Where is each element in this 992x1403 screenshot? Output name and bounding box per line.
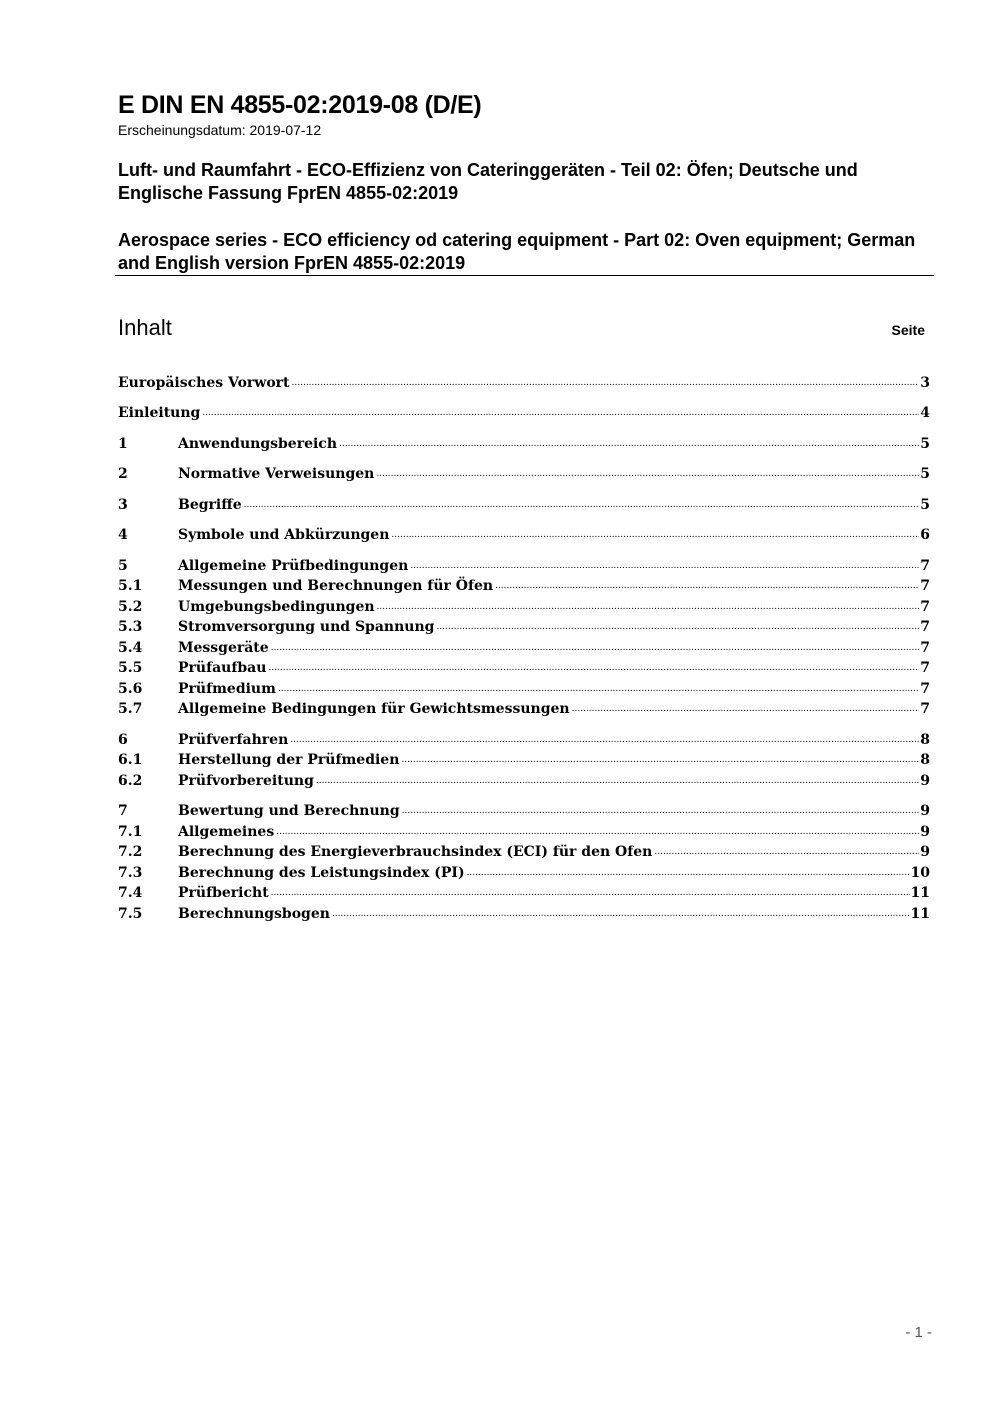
document-id: E DIN EN 4855-02:2019-08 (D/E)	[118, 91, 482, 119]
toc-entry-number: 6.1	[118, 752, 143, 768]
publication-date: Erscheinungsdatum: 2019-07-12	[118, 122, 322, 138]
toc-entry-page: 11	[910, 906, 930, 922]
toc-entry-number: 6	[118, 732, 128, 748]
toc-entry[interactable]	[118, 616, 930, 636]
toc-entry[interactable]	[118, 657, 930, 677]
toc-entry-title: Prüfverfahren	[178, 732, 289, 748]
toc-entry-title: Anwendungsbereich	[178, 436, 337, 452]
toc-entry-page: 5	[920, 436, 930, 452]
toc-entry-number: 6.2	[118, 773, 143, 789]
toc-entry[interactable]	[118, 729, 930, 749]
toc-entry[interactable]	[118, 524, 930, 544]
toc-entry-number: 5	[118, 558, 128, 574]
toc-entry-number: 5.7	[118, 701, 143, 717]
toc-entry-title: Symbole und Abkürzungen	[178, 527, 390, 543]
toc-entry[interactable]	[118, 433, 930, 453]
toc-leader-dots	[290, 735, 919, 746]
toc-entry-number: 7.1	[118, 824, 143, 840]
toc-entry-title: Berechnungsbogen	[178, 906, 330, 922]
toc-entry-title: Prüfvorbereitung	[178, 773, 314, 789]
toc-leader-dots	[278, 684, 919, 695]
toc-entry-page: 7	[920, 701, 930, 717]
toc-entry[interactable]	[118, 882, 930, 902]
toc-entry-number: 7.3	[118, 865, 143, 881]
toc-entry[interactable]	[118, 372, 930, 392]
toc-entry-title: Messungen und Berechnungen für Öfen	[178, 578, 494, 594]
toc-leader-dots	[377, 602, 920, 613]
toc-entry-page: 9	[920, 803, 930, 819]
toc-entry[interactable]	[118, 749, 930, 769]
toc-entry[interactable]	[118, 678, 930, 698]
toc-leader-dots	[332, 909, 910, 920]
toc-entry-number: 5.2	[118, 599, 143, 615]
toc-entry-page: 7	[920, 599, 930, 615]
toc-entry-number: 5.4	[118, 640, 143, 656]
toc-entry-number: 7	[118, 803, 128, 819]
toc-entry-title: Allgemeine Prüfbedingungen	[178, 558, 409, 574]
toc-entry-page: 7	[920, 619, 930, 635]
toc-entry[interactable]	[118, 862, 930, 882]
toc-entry-title: Prüfmedium	[178, 681, 276, 697]
toc-entry-title: Stromversorgung und Spannung	[178, 619, 435, 635]
toc-entry-number: 2	[118, 466, 128, 482]
toc-leader-dots	[401, 755, 919, 766]
toc-entry-page: 7	[920, 681, 930, 697]
toc-entry-title: Berechnung des Energieverbrauchsindex (ECI) für den Ofen	[178, 844, 653, 860]
toc-entry[interactable]	[118, 402, 930, 422]
toc-entry-title: Bewertung und Berechnung	[178, 803, 400, 819]
toc-leader-dots	[292, 378, 920, 389]
toc-leader-dots	[271, 888, 910, 899]
toc-entry-page: 6	[920, 527, 930, 543]
toc-entry-page: 10	[910, 865, 930, 881]
toc-leader-dots	[436, 622, 919, 633]
toc-entry[interactable]	[118, 494, 930, 514]
toc-entry-number: 3	[118, 497, 128, 513]
toc-leader-dots	[271, 643, 920, 654]
toc-entry-page: 9	[920, 824, 930, 840]
toc-entry[interactable]	[118, 698, 930, 718]
toc-entry-page: 7	[920, 640, 930, 656]
toc-leader-dots	[276, 827, 919, 838]
toc-entry[interactable]	[118, 903, 930, 923]
toc-entry-number: 7.5	[118, 906, 143, 922]
toc-entry-number: 7.4	[118, 885, 143, 901]
toc-entry[interactable]	[118, 463, 930, 483]
toc-leader-dots	[467, 868, 910, 879]
toc-entry-page: 3	[920, 375, 930, 391]
toc-entry-number: 1	[118, 436, 128, 452]
toc-entry-page: 8	[920, 752, 930, 768]
toc-leader-dots	[316, 776, 919, 787]
page-number: - 1 -	[905, 1324, 932, 1341]
toc-entry[interactable]	[118, 821, 930, 841]
toc-entry[interactable]	[118, 841, 930, 861]
toc-entry-page: 7	[920, 660, 930, 676]
title-divider	[115, 275, 934, 276]
toc-leader-dots	[572, 704, 920, 715]
toc-entry-page: 5	[920, 497, 930, 513]
toc-leader-dots	[410, 561, 919, 572]
toc-entry-page: 5	[920, 466, 930, 482]
toc-entry-title: Umgebungsbedingungen	[178, 599, 375, 615]
toc-entry-page: 11	[910, 885, 930, 901]
toc-entry-title: Allgemeines	[178, 824, 275, 840]
toc-entry-number: 4	[118, 527, 128, 543]
toc-leader-dots	[202, 408, 919, 419]
toc-leader-dots	[654, 847, 919, 858]
toc-leader-dots	[339, 439, 919, 450]
title-german: Luft- und Raumfahrt - ECO-Effizienz von Cateringgeräten - Teil 02: Öfen; Deutsche und Englische Fassung FprEN 4855-02:2019	[118, 160, 858, 203]
toc-leader-dots	[402, 806, 920, 817]
toc-leader-dots	[376, 469, 919, 480]
toc-entry-title: Normative Verweisungen	[178, 466, 375, 482]
toc-entry[interactable]	[118, 575, 930, 595]
toc-leader-dots	[268, 663, 919, 674]
toc-entry-title: Einleitung	[118, 405, 201, 421]
toc-entry-title: Berechnung des Leistungsindex (PI)	[178, 865, 465, 881]
toc-entry-page: 9	[920, 844, 930, 860]
toc-leader-dots	[244, 500, 920, 511]
toc-entry-page: 4	[920, 405, 930, 421]
toc-entry-title: Allgemeine Bedingungen für Gewichtsmessungen	[178, 701, 570, 717]
toc-entry-number: 5.6	[118, 681, 143, 697]
toc-entry-page: 7	[920, 558, 930, 574]
toc-heading: Inhalt	[118, 315, 172, 340]
toc-entry[interactable]	[118, 596, 930, 616]
toc-entry[interactable]	[118, 770, 930, 790]
toc-entry[interactable]	[118, 637, 930, 657]
toc-entry-number: 5.1	[118, 578, 143, 594]
toc-entry-title: Prüfaufbau	[178, 660, 267, 676]
toc-entry-page: 7	[920, 578, 930, 594]
title-english: Aerospace series - ECO efficiency od catering equipment - Part 02: Oven equipment; German and English version FprEN 4855-02:2019	[118, 230, 916, 273]
toc-entry-number: 5.3	[118, 619, 143, 635]
toc-entry-page: 8	[920, 732, 930, 748]
toc-entry-title: Europäisches Vorwort	[118, 375, 290, 391]
toc-entry-number: 5.5	[118, 660, 143, 676]
toc-entry[interactable]	[118, 555, 930, 575]
toc-entry-title: Begriffe	[178, 497, 242, 513]
toc-page-column-label: Seite	[891, 322, 925, 338]
toc-entry-title: Prüfbericht	[178, 885, 269, 901]
toc-leader-dots	[391, 530, 919, 541]
toc-entry-title: Herstellung der Prüfmedien	[178, 752, 400, 768]
toc-entry-title: Messgeräte	[178, 640, 269, 656]
toc-entry-page: 9	[920, 773, 930, 789]
toc-entry[interactable]	[118, 800, 930, 820]
toc-leader-dots	[495, 581, 919, 592]
toc-entry-number: 7.2	[118, 844, 143, 860]
